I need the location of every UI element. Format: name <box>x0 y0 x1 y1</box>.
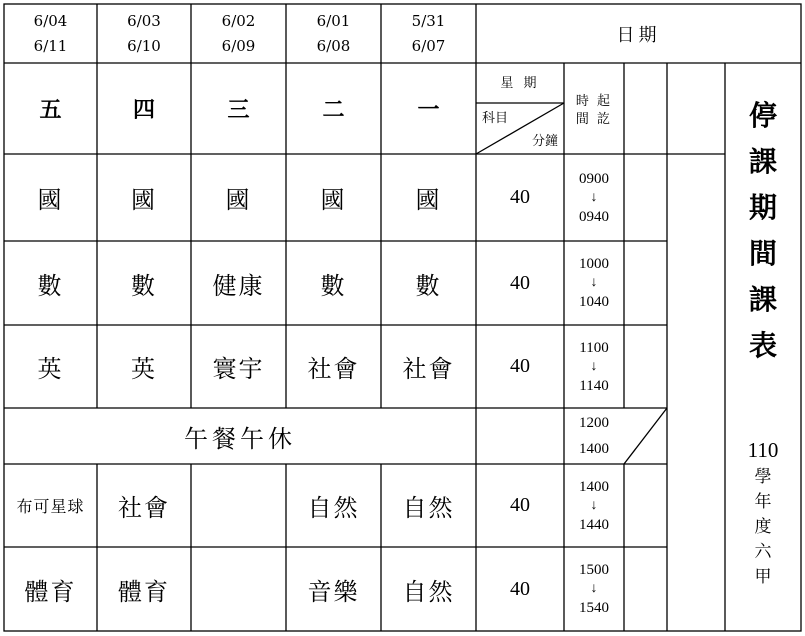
title-char: 停 <box>748 99 777 132</box>
date-cell-wed <box>191 4 286 63</box>
time-cell <box>564 547 624 631</box>
date-cell-mon <box>381 4 476 63</box>
date-cell-tue <box>286 4 381 63</box>
subject-cell: 國 <box>415 186 442 214</box>
date-start: 6/01 <box>316 11 351 30</box>
time-cell <box>564 325 624 408</box>
subject-cell: 音樂 <box>307 577 360 606</box>
weekday-thu: 四 <box>132 97 155 123</box>
time-end: 1400 <box>579 441 609 457</box>
weekday-header-label: 星 期 <box>500 75 540 91</box>
page-title <box>725 66 801 396</box>
date-end: 6/10 <box>127 36 161 55</box>
down-arrow-icon: ↓ <box>590 189 598 205</box>
subject-cell: 體育 <box>118 577 170 606</box>
subject-cell: 數 <box>415 271 442 300</box>
date-start: 6/03 <box>127 11 161 30</box>
minutes-cell: 40 <box>510 355 530 377</box>
time-start: 1400 <box>579 478 609 495</box>
minutes-cell: 40 <box>510 271 530 294</box>
down-arrow-icon: ↓ <box>590 358 598 374</box>
title-char: 課 <box>748 145 777 178</box>
school-year: 110 <box>747 438 779 462</box>
minutes-cell: 40 <box>510 577 530 600</box>
date-start: 6/02 <box>221 11 256 30</box>
minutes-cell: 40 <box>510 186 530 208</box>
weekday-wed: 三 <box>227 97 250 123</box>
subject-cell: 英 <box>37 355 64 383</box>
down-arrow-icon: ↓ <box>590 275 598 290</box>
subject-cell: 國 <box>225 186 252 214</box>
class-info-char: 學 <box>754 467 772 487</box>
time-start: 1500 <box>579 562 609 578</box>
subject-cell <box>191 464 286 547</box>
date-cell-fri <box>4 4 97 63</box>
weekday-mon: 一 <box>417 97 440 123</box>
time-start: 1200 <box>579 415 609 431</box>
subject-cell: 國 <box>37 186 64 214</box>
subject-cell: 體育 <box>24 577 77 606</box>
time-cell <box>564 241 624 325</box>
date-end: 6/07 <box>411 36 446 55</box>
down-arrow-icon: ↓ <box>590 581 598 596</box>
time-start: 1000 <box>579 256 609 272</box>
minutes-header-label: 分鐘 <box>531 133 558 149</box>
lunch-break-label: 午餐午休 <box>184 424 296 453</box>
title-char: 表 <box>748 329 777 362</box>
subject-cell <box>191 547 286 631</box>
class-info-char: 年 <box>754 492 772 512</box>
time-start: 1100 <box>579 339 609 356</box>
weekday-fri: 五 <box>39 97 62 123</box>
subject-cell: 社會 <box>307 355 360 383</box>
down-arrow-icon: ↓ <box>590 497 598 513</box>
subject-cell: 社會 <box>118 494 170 522</box>
date-end: 6/09 <box>221 36 256 55</box>
class-info <box>725 420 801 605</box>
subject-cell: 布可星球 <box>16 497 85 516</box>
date-end: 6/11 <box>33 36 68 55</box>
time-cell <box>564 154 624 241</box>
subject-cell: 數 <box>131 271 157 300</box>
subject-header-label: 科目 <box>482 110 509 126</box>
subject-cell: 國 <box>320 186 347 214</box>
time-header-label-1: 時 起 <box>575 93 613 109</box>
title-char: 課 <box>748 283 777 316</box>
time-end: 1540 <box>579 600 609 616</box>
date-start: 6/04 <box>33 11 68 30</box>
date-cell-thu <box>97 4 191 63</box>
class-info-char: 甲 <box>754 567 772 587</box>
time-end: 1040 <box>579 294 609 310</box>
time-end: 0940 <box>579 208 609 225</box>
time-cell <box>564 464 624 547</box>
subject-cell: 社會 <box>402 355 455 383</box>
minutes-cell: 40 <box>510 494 530 516</box>
date-end: 6/08 <box>316 36 351 55</box>
subject-cell: 自然 <box>307 494 360 522</box>
date-start: 5/31 <box>411 11 446 30</box>
time-header-label-2: 間 訖 <box>575 111 613 127</box>
time-end: 1440 <box>579 516 609 533</box>
class-info-char: 度 <box>754 517 772 537</box>
date-header-label: 日期 <box>616 24 661 46</box>
title-char: 期 <box>748 191 777 224</box>
class-info-char: 六 <box>754 542 772 562</box>
time-start: 0900 <box>579 170 609 187</box>
subject-cell: 健康 <box>212 271 265 300</box>
subject-cell: 數 <box>320 271 347 300</box>
subject-cell: 英 <box>131 355 157 383</box>
subject-cell: 自然 <box>402 494 455 522</box>
time-end: 1140 <box>579 377 609 394</box>
title-char: 間 <box>748 237 777 270</box>
weekday-tue: 二 <box>322 97 345 123</box>
subject-cell: 國 <box>131 186 157 214</box>
subject-cell: 自然 <box>402 577 455 606</box>
subject-cell: 數 <box>37 271 64 300</box>
subject-cell: 寰宇 <box>212 355 265 383</box>
lunch-time-cell <box>564 408 624 464</box>
